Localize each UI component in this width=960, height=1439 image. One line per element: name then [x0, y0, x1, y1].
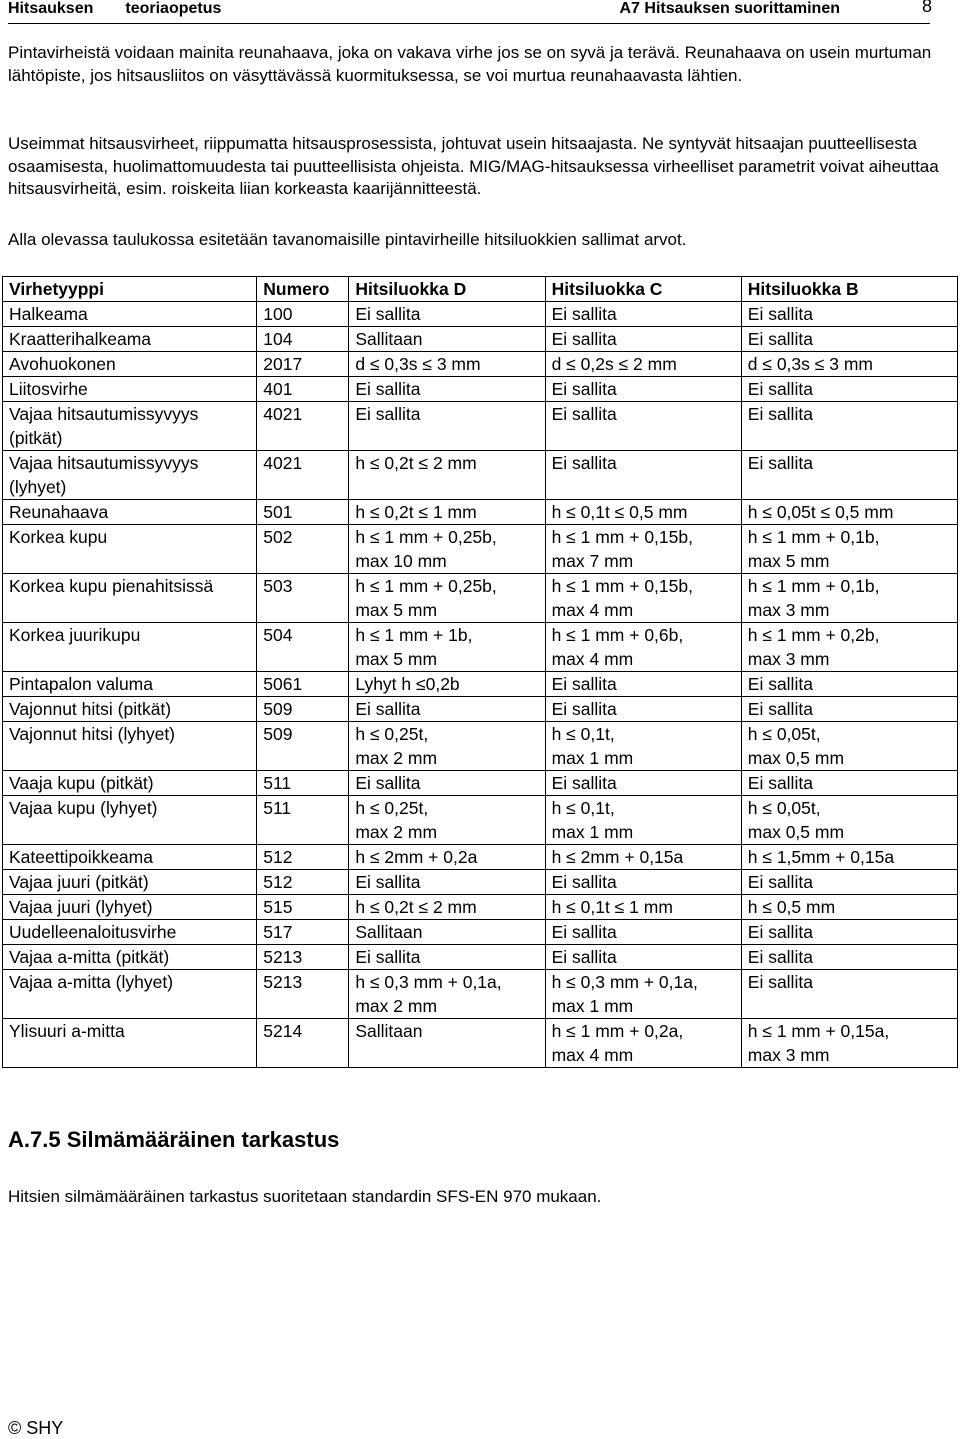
table-row: [3, 377, 958, 402]
table-cell: 502: [257, 525, 349, 574]
table-cell: h ≤ 0,3 mm + 0,1a, max 2 mm: [349, 970, 545, 1019]
header-divider: [8, 23, 930, 24]
table-cell: h ≤ 0,5 mm: [741, 895, 957, 920]
table-cell: Vajaa a-mitta (lyhyet): [3, 970, 257, 1019]
table-cell: Ei sallita: [741, 920, 957, 945]
copyright-footer: © SHY: [8, 1418, 64, 1438]
table-row: [3, 945, 958, 970]
table-cell: Ei sallita: [545, 945, 741, 970]
header-left-2: teoriaopetus: [125, 0, 222, 17]
table-cell: d ≤ 0,3s ≤ 3 mm: [349, 352, 545, 377]
table-body: [3, 302, 958, 1068]
table-cell: Vajaa kupu (lyhyet): [3, 796, 257, 845]
table-cell: Ei sallita: [545, 451, 741, 500]
column-header: Numero: [257, 277, 349, 302]
table-row: [3, 402, 958, 451]
table-cell: Ei sallita: [349, 697, 545, 722]
table-row: [3, 327, 958, 352]
table-cell: Vajaa juuri (lyhyet): [3, 895, 257, 920]
table-cell: 401: [257, 377, 349, 402]
table-cell: h ≤ 1 mm + 0,1b, max 5 mm: [741, 525, 957, 574]
table-cell: 511: [257, 771, 349, 796]
table-cell: 511: [257, 796, 349, 845]
table-cell: 501: [257, 500, 349, 525]
table-row: [3, 970, 958, 1019]
table-row: [3, 845, 958, 870]
table-cell: h ≤ 1 mm + 0,15b, max 7 mm: [545, 525, 741, 574]
table-cell: 5213: [257, 970, 349, 1019]
table-cell: Vajonnut hitsi (pitkät): [3, 697, 257, 722]
weld-defects-table: [2, 276, 958, 1068]
table-cell: Sallitaan: [349, 920, 545, 945]
table-row: [3, 623, 958, 672]
table-cell: Ei sallita: [741, 402, 957, 451]
section-title: A.7.5 Silmämääräinen tarkastus: [8, 1127, 340, 1152]
table-header-row: [3, 277, 958, 302]
table-cell: Ei sallita: [349, 870, 545, 895]
section-text: Hitsien silmämääräinen tarkastus suoritetaan standardin SFS-EN 970 mukaan.: [8, 1187, 602, 1206]
table-cell: Ei sallita: [741, 697, 957, 722]
page-header: [8, 0, 930, 22]
table-cell: Ei sallita: [545, 672, 741, 697]
table-cell: h ≤ 0,25t, max 2 mm: [349, 796, 545, 845]
table-cell: d ≤ 0,3s ≤ 3 mm: [741, 352, 957, 377]
table-cell: h ≤ 0,1t ≤ 1 mm: [545, 895, 741, 920]
paragraph-3: Alla olevassa taulukossa esitetään tavanomaisille pintavirheille hitsiluokkien sallimat arvot.: [8, 230, 687, 249]
table-row: [3, 796, 958, 845]
table-row: [3, 1019, 958, 1068]
table-cell: h ≤ 2mm + 0,2a: [349, 845, 545, 870]
table-cell: Ei sallita: [349, 945, 545, 970]
table-cell: h ≤ 0,05t, max 0,5 mm: [741, 722, 957, 771]
table-cell: Uudelleenaloitusvirhe: [3, 920, 257, 945]
table-cell: 5214: [257, 1019, 349, 1068]
table-cell: Ei sallita: [741, 327, 957, 352]
table-cell: Ei sallita: [349, 302, 545, 327]
table-cell: h ≤ 0,3 mm + 0,1a, max 1 mm: [545, 970, 741, 1019]
table-cell: 503: [257, 574, 349, 623]
paragraph-2: Useimmat hitsausvirheet, riippumatta hitsausprosessista, johtuvat usein hitsaajasta. Ne syntyvät hitsaajan puutteellisesta osaamisesta, huolimattomuudesta tai puutteellisista ohjeista. MIG/MAG-hitsauksessa virheelliset parametrit voivat aiheuttaa hitsausvirheitä, esim. roiskeita liian korkeasta kaarijännitteestä.: [8, 134, 939, 198]
table-cell: h ≤ 1 mm + 0,2a, max 4 mm: [545, 1019, 741, 1068]
table-cell: Korkea kupu: [3, 525, 257, 574]
column-header: Hitsiluokka D: [349, 277, 545, 302]
table-cell: Ei sallita: [741, 377, 957, 402]
table-cell: h ≤ 1 mm + 1b, max 5 mm: [349, 623, 545, 672]
table-cell: Vajaa juuri (pitkät): [3, 870, 257, 895]
table-cell: 517: [257, 920, 349, 945]
table-cell: Pintapalon valuma: [3, 672, 257, 697]
table-cell: h ≤ 2mm + 0,15a: [545, 845, 741, 870]
table-cell: Ei sallita: [349, 771, 545, 796]
table-cell: Avohuokonen: [3, 352, 257, 377]
table-cell: Ylisuuri a-mitta: [3, 1019, 257, 1068]
table-cell: Ei sallita: [545, 327, 741, 352]
table-cell: Ei sallita: [741, 771, 957, 796]
table-cell: Ei sallita: [741, 945, 957, 970]
table-cell: h ≤ 0,05t, max 0,5 mm: [741, 796, 957, 845]
table-cell: Reunahaava: [3, 500, 257, 525]
table-cell: h ≤ 0,2t ≤ 1 mm: [349, 500, 545, 525]
table-cell: h ≤ 1 mm + 0,6b, max 4 mm: [545, 623, 741, 672]
table-row: [3, 672, 958, 697]
table-cell: 100: [257, 302, 349, 327]
table-row: [3, 697, 958, 722]
table-cell: Ei sallita: [545, 402, 741, 451]
table-cell: Korkea juurikupu: [3, 623, 257, 672]
table-cell: Vajonnut hitsi (lyhyet): [3, 722, 257, 771]
table-cell: h ≤ 0,05t ≤ 0,5 mm: [741, 500, 957, 525]
table-cell: 504: [257, 623, 349, 672]
page-number: 8: [921, 0, 932, 16]
table-cell: h ≤ 0,2t ≤ 2 mm: [349, 895, 545, 920]
table-cell: Ei sallita: [545, 870, 741, 895]
table-cell: 4021: [257, 402, 349, 451]
table-cell: Ei sallita: [349, 377, 545, 402]
table-cell: Sallitaan: [349, 1019, 545, 1068]
table-row: [3, 722, 958, 771]
table-cell: 5213: [257, 945, 349, 970]
header-left-1: Hitsauksen: [8, 0, 94, 17]
table-cell: 515: [257, 895, 349, 920]
table-row: [3, 870, 958, 895]
table-cell: h ≤ 0,1t, max 1 mm: [545, 722, 741, 771]
header-chapter-title: A7 Hitsauksen suorittaminen: [619, 0, 840, 17]
table-cell: h ≤ 0,2t ≤ 2 mm: [349, 451, 545, 500]
header-left: [8, 0, 221, 18]
table-cell: h ≤ 1 mm + 0,2b, max 3 mm: [741, 623, 957, 672]
table-cell: 2017: [257, 352, 349, 377]
table-cell: Ei sallita: [349, 402, 545, 451]
table-cell: Vajaa hitsautumissyvyys (lyhyet): [3, 451, 257, 500]
table-cell: Ei sallita: [741, 302, 957, 327]
table-cell: Ei sallita: [545, 771, 741, 796]
table-cell: h ≤ 0,1t, max 1 mm: [545, 796, 741, 845]
table-cell: h ≤ 1 mm + 0,15b, max 4 mm: [545, 574, 741, 623]
column-header: Virhetyyppi: [3, 277, 257, 302]
table-cell: h ≤ 1 mm + 0,15a, max 3 mm: [741, 1019, 957, 1068]
table-cell: 509: [257, 697, 349, 722]
table-row: [3, 920, 958, 945]
table-cell: Ei sallita: [545, 377, 741, 402]
table-cell: h ≤ 0,25t, max 2 mm: [349, 722, 545, 771]
table-cell: h ≤ 1,5mm + 0,15a: [741, 845, 957, 870]
table-cell: 512: [257, 845, 349, 870]
table-cell: Sallitaan: [349, 327, 545, 352]
table-cell: d ≤ 0,2s ≤ 2 mm: [545, 352, 741, 377]
table-cell: Vaaja kupu (pitkät): [3, 771, 257, 796]
table-cell: Ei sallita: [545, 302, 741, 327]
table-cell: h ≤ 0,1t ≤ 0,5 mm: [545, 500, 741, 525]
table-cell: Lyhyt h ≤0,2b: [349, 672, 545, 697]
table-cell: Halkeama: [3, 302, 257, 327]
column-header: Hitsiluokka B: [741, 277, 957, 302]
table-cell: Liitosvirhe: [3, 377, 257, 402]
table-row: [3, 302, 958, 327]
table-cell: Kateettipoikkeama: [3, 845, 257, 870]
table-row: [3, 895, 958, 920]
table-cell: Ei sallita: [741, 451, 957, 500]
table-cell: 512: [257, 870, 349, 895]
table-cell: Ei sallita: [545, 697, 741, 722]
table-cell: Vajaa a-mitta (pitkät): [3, 945, 257, 970]
table-cell: Ei sallita: [741, 870, 957, 895]
table-row: [3, 525, 958, 574]
table-cell: 509: [257, 722, 349, 771]
table-cell: Kraatterihalkeama: [3, 327, 257, 352]
table-cell: 104: [257, 327, 349, 352]
table-cell: h ≤ 1 mm + 0,25b, max 10 mm: [349, 525, 545, 574]
paragraph-1: Pintavirheistä voidaan mainita reunahaava, joka on vakava virhe jos se on syvä ja terävä. Reunahaava on usein murtuman lähtöpiste, jos hitsausliitos on väsyttävässä kuormituksessa, se voi murtua reunahaavasta lähtien.: [8, 43, 932, 85]
table-cell: h ≤ 1 mm + 0,25b, max 5 mm: [349, 574, 545, 623]
table-row: [3, 352, 958, 377]
table-row: [3, 771, 958, 796]
table-row: [3, 451, 958, 500]
table-cell: Korkea kupu pienahitsissä: [3, 574, 257, 623]
table-cell: Ei sallita: [741, 970, 957, 1019]
column-header: Hitsiluokka C: [545, 277, 741, 302]
table-cell: Ei sallita: [741, 672, 957, 697]
table-row: [3, 500, 958, 525]
table-cell: Vajaa hitsautumissyvyys (pitkät): [3, 402, 257, 451]
table-cell: 5061: [257, 672, 349, 697]
table-cell: Ei sallita: [545, 920, 741, 945]
table-cell: h ≤ 1 mm + 0,1b, max 3 mm: [741, 574, 957, 623]
table-cell: 4021: [257, 451, 349, 500]
table-row: [3, 574, 958, 623]
